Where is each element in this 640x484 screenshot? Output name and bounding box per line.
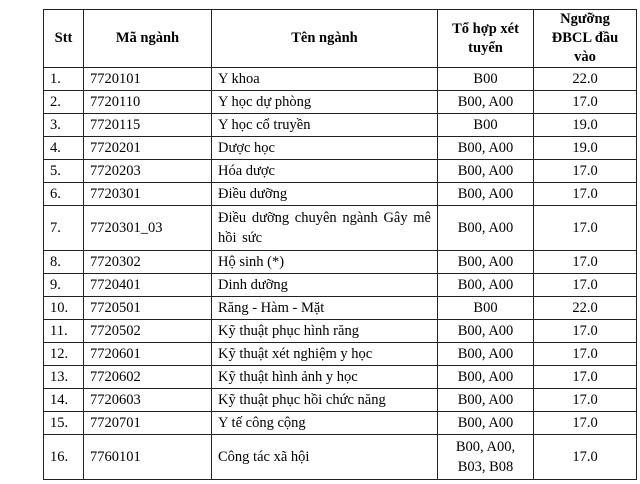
row-stt: 7. <box>44 206 84 251</box>
row-code: 7720201 <box>84 137 212 160</box>
row-code: 7720110 <box>84 91 212 114</box>
table-row <box>44 412 637 435</box>
table-row <box>44 389 637 412</box>
row-name: Kỹ thuật hình ảnh y học <box>212 366 438 389</box>
row-stt: 8. <box>44 251 84 274</box>
header-subject-combination: Tổ hợp xét tuyển <box>438 10 534 68</box>
table-header-row <box>44 10 637 68</box>
row-stt: 5. <box>44 160 84 183</box>
admission-threshold-table <box>43 9 637 480</box>
table-row <box>44 274 637 297</box>
row-name: Y tế công cộng <box>212 412 438 435</box>
row-combo: B00, A00 <box>438 366 534 389</box>
row-name: Dược học <box>212 137 438 160</box>
row-code: 7720502 <box>84 320 212 343</box>
row-threshold: 17.0 <box>534 183 637 206</box>
row-threshold: 17.0 <box>534 91 637 114</box>
row-name: Kỹ thuật phục hồi chức năng <box>212 389 438 412</box>
header-major-name: Tên ngành <box>212 10 438 68</box>
row-stt: 15. <box>44 412 84 435</box>
row-combo: B00, A00, B03, B08 <box>438 435 534 480</box>
table-row <box>44 160 637 183</box>
row-combo: B00, A00 <box>438 183 534 206</box>
row-combo: B00, A00 <box>438 343 534 366</box>
row-code: 7720301_03 <box>84 206 212 251</box>
row-combo: B00, A00 <box>438 320 534 343</box>
row-name: Kỹ thuật phục hình răng <box>212 320 438 343</box>
table-row <box>44 251 637 274</box>
row-code: 7720501 <box>84 297 212 320</box>
row-code: 7760101 <box>84 435 212 480</box>
row-name: Dinh dưỡng <box>212 274 438 297</box>
row-threshold: 17.0 <box>534 320 637 343</box>
row-threshold: 17.0 <box>534 389 637 412</box>
row-combo: B00, A00 <box>438 137 534 160</box>
row-combo: B00, A00 <box>438 389 534 412</box>
row-code: 7720301 <box>84 183 212 206</box>
row-threshold: 17.0 <box>534 274 637 297</box>
row-combo: B00, A00 <box>438 91 534 114</box>
row-threshold: 17.0 <box>534 160 637 183</box>
row-threshold: 17.0 <box>534 435 637 480</box>
table-row <box>44 114 637 137</box>
row-name: Hóa dược <box>212 160 438 183</box>
row-combo: B00, A00 <box>438 412 534 435</box>
row-code: 7720115 <box>84 114 212 137</box>
row-name: Y học dự phòng <box>212 91 438 114</box>
table-row <box>44 137 637 160</box>
row-threshold: 17.0 <box>534 366 637 389</box>
row-threshold: 19.0 <box>534 114 637 137</box>
row-name: Điều dưỡng chuyên ngành Gây mê hồi sức <box>212 206 438 251</box>
row-code: 7720302 <box>84 251 212 274</box>
row-code: 7720602 <box>84 366 212 389</box>
row-name: Công tác xã hội <box>212 435 438 480</box>
row-code: 7720603 <box>84 389 212 412</box>
row-stt: 3. <box>44 114 84 137</box>
row-stt: 13. <box>44 366 84 389</box>
header-major-code: Mã ngành <box>84 10 212 68</box>
row-code: 7720203 <box>84 160 212 183</box>
row-stt: 11. <box>44 320 84 343</box>
row-code: 7720601 <box>84 343 212 366</box>
table-row <box>44 435 637 480</box>
row-threshold: 22.0 <box>534 297 637 320</box>
row-name: Điều dưỡng <box>212 183 438 206</box>
row-stt: 10. <box>44 297 84 320</box>
row-combo: B00, A00 <box>438 160 534 183</box>
row-stt: 6. <box>44 183 84 206</box>
row-combo: B00 <box>438 68 534 91</box>
row-stt: 1. <box>44 68 84 91</box>
header-quality-threshold: Ngưỡng ĐBCL đầu vào <box>534 10 637 68</box>
row-code: 7720101 <box>84 68 212 91</box>
row-name: Hộ sinh (*) <box>212 251 438 274</box>
table-row <box>44 320 637 343</box>
row-threshold: 19.0 <box>534 137 637 160</box>
row-code: 7720401 <box>84 274 212 297</box>
row-stt: 9. <box>44 274 84 297</box>
row-threshold: 22.0 <box>534 68 637 91</box>
row-stt: 12. <box>44 343 84 366</box>
table-row <box>44 297 637 320</box>
table-row <box>44 91 637 114</box>
header-stt: Stt <box>44 10 84 68</box>
row-threshold: 17.0 <box>534 206 637 251</box>
row-combo: B00, A00 <box>438 251 534 274</box>
row-combo: B00 <box>438 114 534 137</box>
table-row <box>44 366 637 389</box>
row-threshold: 17.0 <box>534 251 637 274</box>
table-row <box>44 68 637 91</box>
row-threshold: 17.0 <box>534 412 637 435</box>
row-name: Y học cổ truyền <box>212 114 438 137</box>
row-stt: 16. <box>44 435 84 480</box>
admission-table-container <box>43 9 637 480</box>
row-name: Răng - Hàm - Mặt <box>212 297 438 320</box>
row-code: 7720701 <box>84 412 212 435</box>
row-name: Kỹ thuật xét nghiệm y học <box>212 343 438 366</box>
table-row <box>44 183 637 206</box>
row-combo: B00, A00 <box>438 206 534 251</box>
row-stt: 4. <box>44 137 84 160</box>
row-name: Y khoa <box>212 68 438 91</box>
table-body <box>44 68 637 480</box>
row-combo: B00, A00 <box>438 274 534 297</box>
row-threshold: 17.0 <box>534 343 637 366</box>
row-stt: 2. <box>44 91 84 114</box>
row-stt: 14. <box>44 389 84 412</box>
table-row <box>44 343 637 366</box>
table-row <box>44 206 637 251</box>
row-combo: B00 <box>438 297 534 320</box>
